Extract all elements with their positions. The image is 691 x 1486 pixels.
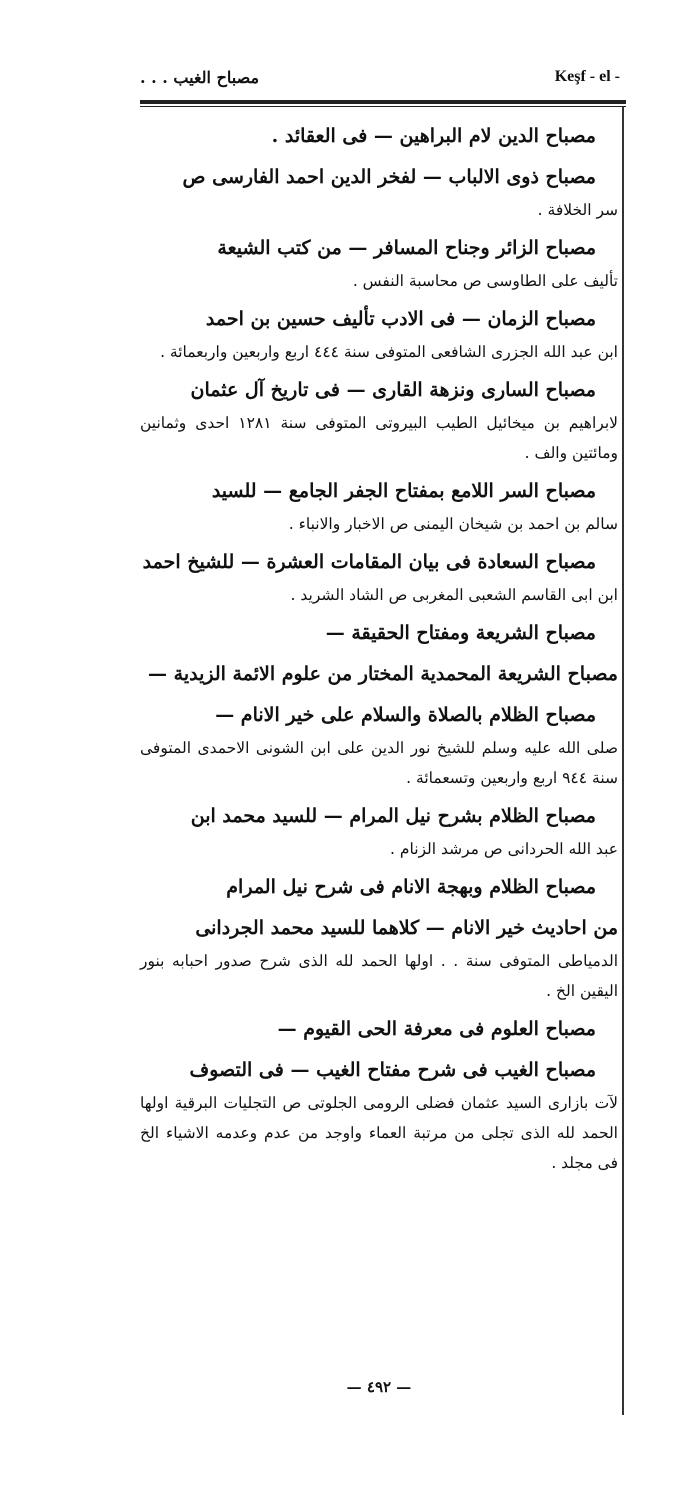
entry-title: مصباح الزمان — فى الادب تأليف حسين بن احمد [205,308,596,330]
header-rule-thick [140,100,626,104]
entry-description: لابراهيم بن ميخائيل الطيب البيروتى المتوفى سنة ١٢٨١ احدى وثمانين ومائتين والف . [140,414,618,462]
header-book-title: Keşf - el - [554,68,620,85]
catalog-entry [140,159,618,225]
catalog-entry [140,615,618,651]
catalog-entry [140,544,618,610]
entry-title: مصباح ذوى الالباب — لفخر الدين احمد الفارسى ص [182,166,596,188]
header-rule-thin [140,106,626,107]
catalog-entry [140,1052,618,1178]
catalog-entry [140,798,618,864]
catalog-entry [140,656,618,692]
entry-title: مصباح السارى ونزهة القارى — فى تاريخ آل عثمان [190,379,596,401]
entry-description: سر الخلافة . [537,201,618,219]
entry-description: لآت بازارى السيد عثمان فضلى الرومى الجلوتى ص التجليات البرقية اولها الحمد لله الذى تجلى من مرتبة العماء واوجد من عدم وعدمه الاشياء الخ فى مجلد . [140,1094,618,1172]
entry-list [140,118,618,1183]
entry-description: سالم بن احمد بن شيخان اليمنى ص الاخبار والانباء . [288,515,618,533]
catalog-entry [140,869,618,905]
entry-description: تأليف على الطاوسى ص محاسبة النفس . [352,272,618,290]
entry-title: من احاديث خير الانام — كلاهما للسيد محمد الجردانى [195,917,618,939]
entry-title: مصباح الظلام وبهجة الانام فى شرح نيل المرام [226,876,596,898]
catalog-entry [140,118,618,154]
entry-title: مصباح الغيب فى شرح مفتاح الغيب — فى التصوف [189,1059,596,1081]
catalog-entry [140,301,618,367]
catalog-entry [140,473,618,539]
entry-title: مصباح الظلام بشرح نيل المرام — للسيد محمد ابن [190,805,596,827]
entry-description: الدمياطى المتوفى سنة . . اولها الحمد لله الذى شرح صدور احبابه بنور اليقين الخ . [140,952,618,1000]
entry-title: مصباح الشريعة ومفتاح الحقيقة — [325,622,596,644]
entry-description: ابن عبد الله الجزرى الشافعى المتوفى سنة ٤٤٤ اربع واربعين واربعمائة . [160,343,618,361]
catalog-entry [140,697,618,793]
entry-title: مصباح الظلام بالصلاة والسلام على خير الانام — [215,704,596,726]
catalog-entry [140,230,618,296]
margin-rule [622,107,624,1415]
entry-title: مصباح الدين لام البراهين — فى العقائد . [271,125,596,147]
header-running-title: مصباح الغيب . . . [140,68,260,87]
catalog-entry [140,372,618,468]
entry-title: مصباح الزائر وجناح المسافر — من كتب الشيعة [217,237,596,259]
entry-description: عبد الله الحردانى ص مرشد الزنام . [390,840,618,858]
catalog-entry [140,910,618,1006]
entry-title: مصباح الشريعة المحمدية المختار من علوم الائمة الزيدية — [148,663,618,685]
entry-description: صلى الله عليه وسلم للشيخ نور الدين على ابن الشونى الاحمدى المتوفى سنة ٩٤٤ اربع واربعين وتسعمائة . [140,739,618,787]
running-header [140,68,620,98]
entry-title: مصباح العلوم فى معرفة الحى القيوم — [277,1018,596,1040]
entry-description: ابن ابى القاسم الشعبى المغربى ص الشاد الشريد . [290,586,618,604]
entry-title: مصباح السعادة فى بيان المقامات العشرة — للشيخ احمد [142,551,596,573]
page-number: — ٤٩٢ — [346,1378,412,1396]
catalog-entry [140,1011,618,1047]
entry-title: مصباح السر اللامع بمفتاح الجفر الجامع — للسيد [211,480,596,502]
